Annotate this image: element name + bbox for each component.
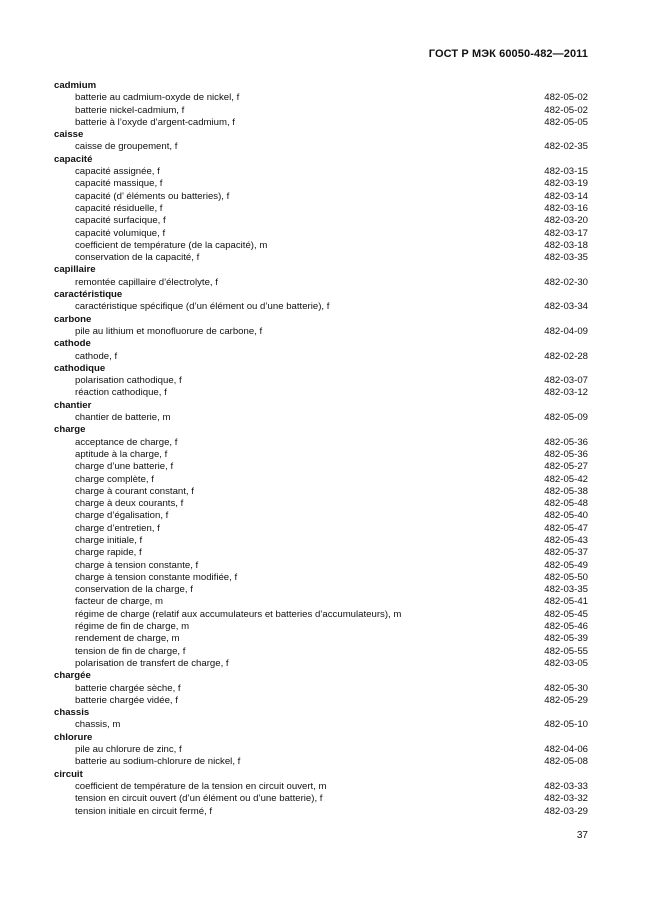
index-entry xyxy=(54,756,588,768)
entry-term: charge à deux courants, f xyxy=(75,498,184,510)
index-entry xyxy=(54,584,588,596)
entry-code: 482-04-09 xyxy=(544,325,588,337)
entry-term: capacité massique, f xyxy=(75,178,163,190)
index-entry xyxy=(54,141,588,153)
index-entry xyxy=(54,683,588,695)
entry-code: 482-03-12 xyxy=(544,387,588,399)
entry-code: 482-05-39 xyxy=(544,633,588,645)
index-entry xyxy=(54,510,588,522)
index-entry xyxy=(54,498,588,510)
index-entry xyxy=(54,535,588,547)
index-entry xyxy=(54,437,588,449)
index-heading: capacité xyxy=(54,153,93,165)
entry-term: batterie chargée sèche, f xyxy=(75,682,181,694)
entry-code: 482-05-37 xyxy=(544,547,588,559)
entry-term: tension initiale en circuit fermé, f xyxy=(75,805,213,817)
entry-term: polarisation cathodique, f xyxy=(75,375,182,387)
entry-term: capacité résiduelle, f xyxy=(75,202,163,214)
index-entry xyxy=(54,449,588,461)
entry-term: batterie au cadmium-oxyde de nickel, f xyxy=(75,92,240,104)
entry-code: 482-05-55 xyxy=(544,645,588,657)
entry-term: charge d’égalisation, f xyxy=(75,510,169,522)
entry-code: 482-03-07 xyxy=(544,375,588,387)
entry-term: pile au lithium et monofluorure de carbone, f xyxy=(75,325,263,337)
entry-code: 482-02-28 xyxy=(544,350,588,362)
entry-term: capacité (d’ éléments ou batteries), f xyxy=(75,190,230,202)
entry-code: 482-03-15 xyxy=(544,166,588,178)
entry-code: 482-05-40 xyxy=(544,510,588,522)
entry-code: 482-05-05 xyxy=(544,116,588,128)
entry-term: capacité assignée, f xyxy=(75,166,160,178)
entry-term: charge à tension constante, f xyxy=(75,559,199,571)
entry-code: 482-03-35 xyxy=(544,584,588,596)
entry-term: charge d’une batterie, f xyxy=(75,461,174,473)
index-entry xyxy=(54,240,588,252)
index-heading: chantier xyxy=(54,399,92,411)
index-entry xyxy=(54,474,588,486)
index-heading: chargée xyxy=(54,670,91,682)
entry-code: 482-05-29 xyxy=(544,694,588,706)
entry-term: caractéristique spécifique (d’un élément ou d’une batterie), f xyxy=(75,301,330,313)
entry-code: 482-05-10 xyxy=(544,719,588,731)
entry-term: charge à courant constant, f xyxy=(75,485,194,497)
index-heading: caisse xyxy=(54,129,84,141)
index-entry xyxy=(54,412,588,424)
index-entry xyxy=(54,228,588,240)
entry-term: coefficient de température (de la capacité), m xyxy=(75,239,268,251)
entry-term: batterie à l’oxyde d’argent-cadmium, f xyxy=(75,116,235,128)
index-entry xyxy=(54,191,588,203)
index-heading: circuit xyxy=(54,768,83,780)
index-heading: cadmium xyxy=(54,80,97,91)
entry-term: tension de fin de charge, f xyxy=(75,645,186,657)
index-heading: caractéristique xyxy=(54,289,123,301)
entry-code: 482-03-32 xyxy=(544,793,588,805)
index-entry xyxy=(54,387,588,399)
entry-code: 482-05-46 xyxy=(544,621,588,633)
entry-term: charge rapide, f xyxy=(75,547,142,559)
entry-code: 482-03-29 xyxy=(544,805,588,817)
entry-term: cathode, f xyxy=(75,350,118,362)
index-entry xyxy=(54,351,588,363)
index-entry xyxy=(54,215,588,227)
index-entry xyxy=(54,744,588,756)
index-heading: cathode xyxy=(54,338,91,350)
entry-code: 482-02-35 xyxy=(544,141,588,153)
entry-term: batterie au sodium-chlorure de nickel, f xyxy=(75,756,241,768)
entry-code: 482-05-47 xyxy=(544,522,588,534)
index-entry xyxy=(54,695,588,707)
index-entry xyxy=(54,596,588,608)
entry-code: 482-05-45 xyxy=(544,608,588,620)
index-entry xyxy=(54,277,588,289)
index-entry xyxy=(54,646,588,658)
entry-code: 482-05-36 xyxy=(544,448,588,460)
entry-term: acceptance de charge, f xyxy=(75,436,178,448)
index-heading: cathodique xyxy=(54,362,106,374)
entry-term: tension en circuit ouvert (d’un élément ou d’une batterie), f xyxy=(75,793,323,805)
index-entry xyxy=(54,117,588,129)
index-heading: chlorure xyxy=(54,731,93,743)
entry-code: 482-05-49 xyxy=(544,559,588,571)
entry-term: chassis, m xyxy=(75,719,121,731)
index-heading: charge xyxy=(54,424,86,436)
entry-code: 482-03-19 xyxy=(544,178,588,190)
index-entry xyxy=(54,719,588,731)
entry-code: 482-05-50 xyxy=(544,571,588,583)
index-entry xyxy=(54,203,588,215)
entry-code: 482-05-38 xyxy=(544,485,588,497)
index-entry xyxy=(54,178,588,190)
entry-term: facteur de charge, m xyxy=(75,596,163,608)
index-entry xyxy=(54,92,588,104)
entry-term: réaction cathodique, f xyxy=(75,387,167,399)
entry-term: charge à tension constante modifiée, f xyxy=(75,571,238,583)
entry-term: coefficient de température de la tension en circuit ouvert, m xyxy=(75,780,327,792)
index-entry xyxy=(54,486,588,498)
entry-term: batterie nickel-cadmium, f xyxy=(75,104,185,116)
index-entry xyxy=(54,523,588,535)
index-entry xyxy=(54,633,588,645)
entry-code: 482-05-02 xyxy=(544,104,588,116)
index-entry xyxy=(54,461,588,473)
entry-code: 482-05-43 xyxy=(544,534,588,546)
entry-code: 482-04-06 xyxy=(544,744,588,756)
index-entry xyxy=(54,806,588,818)
entry-term: charge complète, f xyxy=(75,473,154,485)
entry-code: 482-03-33 xyxy=(544,780,588,792)
index-entry xyxy=(54,572,588,584)
entry-code: 482-05-09 xyxy=(544,412,588,424)
entry-term: caisse de groupement, f xyxy=(75,141,178,153)
entry-term: régime de fin de charge, m xyxy=(75,621,190,633)
entry-term: chantier de batterie, m xyxy=(75,412,171,424)
entry-term: pile au chlorure de zinc, f xyxy=(75,744,182,756)
index-entry xyxy=(54,658,588,670)
index-heading: chassis xyxy=(54,707,90,719)
entry-code: 482-05-27 xyxy=(544,461,588,473)
index-entry xyxy=(54,609,588,621)
entry-term: capacité volumique, f xyxy=(75,227,166,239)
entry-code: 482-03-17 xyxy=(544,227,588,239)
index-entry xyxy=(54,166,588,178)
index-entry xyxy=(54,781,588,793)
entry-term: conservation de la charge, f xyxy=(75,584,193,596)
entry-code: 482-03-18 xyxy=(544,239,588,251)
entry-code: 482-05-02 xyxy=(544,92,588,104)
entry-code: 482-05-42 xyxy=(544,473,588,485)
entry-code: 482-05-41 xyxy=(544,596,588,608)
entry-term: polarisation de transfert de charge, f xyxy=(75,657,229,669)
entry-term: régime de charge (relatif aux accumulateurs et batteries d’accumulateurs), m xyxy=(75,608,402,620)
entry-term: conservation de la capacité, f xyxy=(75,252,200,264)
index-entry xyxy=(54,560,588,572)
index-heading: capillaire xyxy=(54,264,96,276)
entry-code: 482-03-35 xyxy=(544,252,588,264)
index-entry xyxy=(54,301,588,313)
entry-term: batterie chargée vidée, f xyxy=(75,694,178,706)
page-number: 37 xyxy=(576,830,588,841)
entry-term: rendement de charge, m xyxy=(75,633,180,645)
entry-term: aptitude à la charge, f xyxy=(75,448,168,460)
index-entry xyxy=(54,375,588,387)
term-index xyxy=(54,80,588,818)
entry-code: 482-05-36 xyxy=(544,436,588,448)
index-entry xyxy=(54,621,588,633)
entry-code: 482-05-48 xyxy=(544,498,588,510)
index-entry xyxy=(54,105,588,117)
entry-code: 482-03-14 xyxy=(544,190,588,202)
index-entry xyxy=(54,793,588,805)
index-entry xyxy=(54,547,588,559)
document-header: ГОСТ Р МЭК 60050-482—2011 xyxy=(428,48,588,60)
entry-code: 482-03-05 xyxy=(544,657,588,669)
entry-code: 482-05-08 xyxy=(544,756,588,768)
entry-code: 482-05-30 xyxy=(544,682,588,694)
entry-term: charge initiale, f xyxy=(75,534,143,546)
entry-term: remontée capillaire d’électrolyte, f xyxy=(75,276,218,288)
index-entry xyxy=(54,252,588,264)
index-entry xyxy=(54,326,588,338)
entry-code: 482-02-30 xyxy=(544,276,588,288)
index-heading: carbone xyxy=(54,313,92,325)
entry-code: 482-03-20 xyxy=(544,215,588,227)
entry-code: 482-03-16 xyxy=(544,202,588,214)
entry-term: charge d’entretien, f xyxy=(75,522,160,534)
entry-code: 482-03-34 xyxy=(544,301,588,313)
entry-term: capacité surfacique, f xyxy=(75,215,166,227)
